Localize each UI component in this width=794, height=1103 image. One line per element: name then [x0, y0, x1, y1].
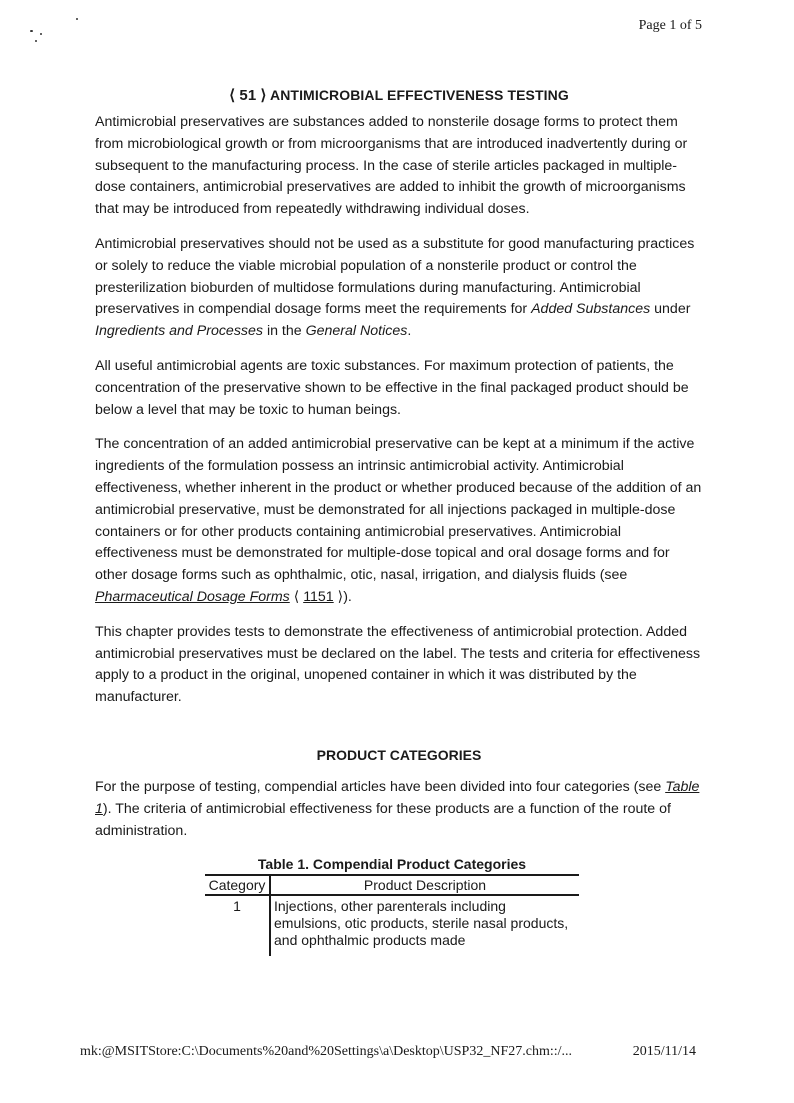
- added-substances-ref: Added Substances: [531, 301, 651, 318]
- paragraph-2-text: Antimicrobial preservatives should not be used as a substitute for good manufacturing practices or solely to reduce the viable microbial population of a nonsterile product or control the presterilization bioburden of multidose formulations during manufacturing. Antimicrobial preservatives in compendial dosage forms meet the requirements for: [95, 235, 695, 318]
- paragraph-2-text: in the: [263, 323, 306, 340]
- chapter-title-text: ANTIMICROBIAL EFFECTIVENESS TESTING: [270, 87, 569, 103]
- document-body: [95, 86, 703, 956]
- paragraph-5: This chapter provides tests to demonstrate the effectiveness of antimicrobial protection. Added antimicrobial preservatives must be declared on the label. The tests and criteria for effectiveness apply to a product in the original, unopened container in which it was distributed by the manufacturer.: [95, 623, 701, 706]
- table-1: [205, 874, 579, 956]
- table-row: [205, 895, 579, 956]
- table-header-row: [205, 875, 579, 895]
- chapter-1151-link[interactable]: 1151: [303, 588, 334, 605]
- paragraph-2: [95, 234, 703, 343]
- page-indicator: Page 1 of 5: [638, 18, 702, 33]
- paragraph-4-text: The concentration of an added antimicrobial preservative can be kept at a minimum if the active ingredients of the formulation possess an intrinsic antimicrobial activity. Antimicrobial effectiveness, whether inherent in the product or whether produced because of the addition of an antimicrobial preservative, must be demonstrated for all injections packaged in multiple-dose containers or for other products containing antimicrobial preservatives. Antimicrobial effectiveness must be demonstrated for multiple-dose topical and oral dosage forms and for other dosage forms such as ophthalmic, otic, nasal, irrigation, and dialysis fluids (see: [95, 436, 702, 584]
- paragraph-6-text: ). The criteria of antimicrobial effectiveness for these products are a function of the route of administration.: [95, 800, 671, 839]
- paragraph-2-text: under: [650, 301, 691, 318]
- paragraph-6: [95, 777, 703, 842]
- section-heading-product-categories: PRODUCT CATEGORIES: [316, 746, 482, 763]
- scan-speck: [40, 33, 42, 35]
- paragraph-6-text: For the purpose of testing, compendial articles have been divided into four categories (see: [95, 778, 666, 795]
- scan-speck: [35, 40, 37, 42]
- footer-date: 2015/11/14: [632, 1044, 696, 1059]
- chapter-title: [95, 86, 703, 104]
- paragraph-2-text: .: [407, 323, 412, 340]
- column-header-category: Category: [205, 875, 270, 895]
- general-notices-ref: General Notices: [305, 323, 408, 340]
- ingredients-processes-ref: Ingredients and Processes: [95, 323, 263, 340]
- paragraph-4: [95, 434, 703, 608]
- footer-source-path: mk:@MSITStore:C:\Documents%20and%20Settings\a\Desktop\USP32_NF27.chm::/...: [80, 1044, 572, 1059]
- chapter-ref-close: ⟩: [333, 588, 344, 605]
- pharmaceutical-dosage-forms-link[interactable]: Pharmaceutical Dosage Forms: [95, 588, 290, 605]
- chapter-ref-open: ⟨: [289, 588, 304, 605]
- paragraph-4-text: ).: [343, 588, 352, 605]
- category-cell: 1: [205, 895, 270, 956]
- paragraph-3: All useful antimicrobial agents are toxic substances. For maximum protection of patients, the concentration of the preservative shown to be effective in the final packaged product should be below a level that may be toxic to human beings.: [95, 357, 689, 418]
- scan-speck: [30, 30, 33, 32]
- paragraph-1: Antimicrobial preservatives are substances added to nonsterile dosage forms to protect them from microbiological growth or from microorganisms that are introduced inadvertently during or subsequent to the manufacturing process. In the case of sterile articles packaged in multiple-dose containers, antimicrobial preservatives are added to inhibit the growth of microorganisms that may be introduced from repeatedly withdrawing individual doses.: [95, 114, 688, 218]
- column-header-product-description: Product Description: [270, 875, 579, 895]
- chapter-number: ⟨ 51 ⟩: [229, 87, 267, 104]
- scan-speck: [76, 18, 78, 20]
- table-1-title: Table 1. Compendial Product Categories: [257, 856, 527, 873]
- description-cell: Injections, other parenterals including emulsions, otic products, sterile nasal products, and ophthalmic products made: [274, 898, 569, 949]
- table-1-link[interactable]: Table 1: [95, 778, 700, 817]
- table-1-container: [205, 856, 579, 956]
